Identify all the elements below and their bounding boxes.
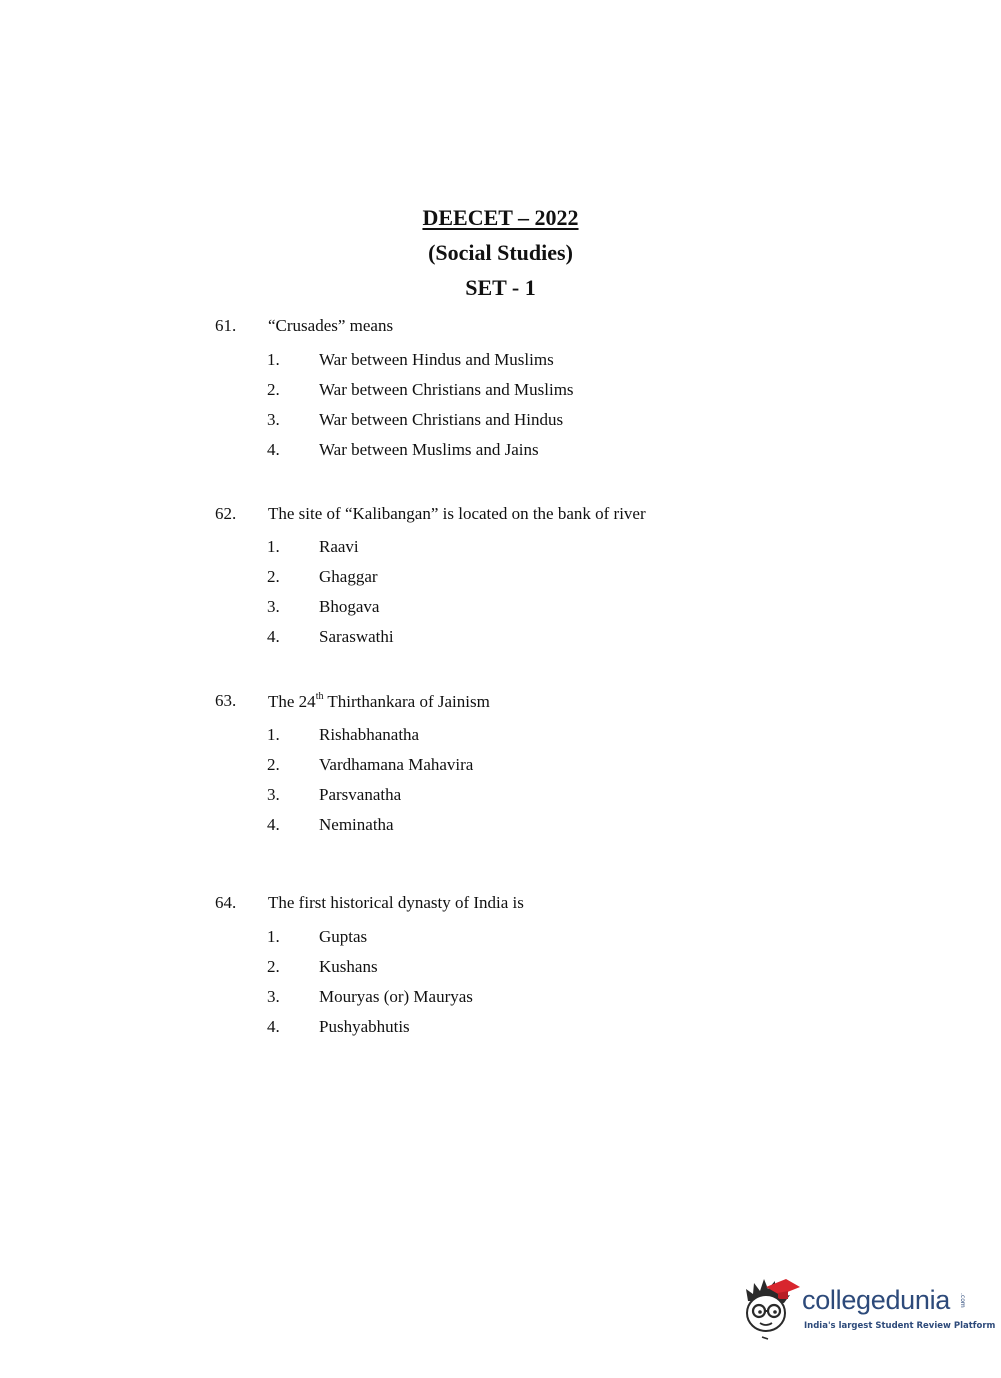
option-4 bbox=[0, 1017, 1001, 1041]
option-1 bbox=[0, 350, 1001, 374]
option-text: Guptas bbox=[319, 927, 368, 946]
option-2 bbox=[0, 957, 1001, 981]
option-text: Vardhamana Mahavira bbox=[319, 755, 474, 774]
option-number: 4. bbox=[267, 1017, 280, 1036]
student-mascot-icon bbox=[742, 1275, 800, 1341]
question-text bbox=[268, 691, 490, 712]
option-text: War between Christians and Muslims bbox=[319, 380, 574, 399]
option-text: War between Christians and Hindus bbox=[319, 410, 564, 429]
option-number: 2. bbox=[267, 380, 280, 399]
option-text: Raavi bbox=[319, 537, 359, 556]
option-text: Rishabhanatha bbox=[319, 725, 420, 744]
option-text: Ghaggar bbox=[319, 567, 378, 586]
question-text-before: The 24 bbox=[268, 692, 316, 711]
collegedunia-watermark bbox=[742, 1275, 996, 1341]
exam-title: DEECET – 2022 bbox=[422, 205, 579, 230]
option-3 bbox=[0, 785, 1001, 809]
question-number: 61. bbox=[215, 316, 237, 335]
option-number: 2. bbox=[267, 755, 280, 774]
exam-set: SET - 1 bbox=[465, 275, 536, 300]
option-2 bbox=[0, 567, 1001, 591]
option-4 bbox=[0, 440, 1001, 464]
option-text: Parsvanatha bbox=[319, 785, 402, 804]
option-text: Pushyabhutis bbox=[319, 1017, 410, 1036]
question-number: 62. bbox=[215, 504, 237, 523]
option-number: 3. bbox=[267, 597, 280, 616]
option-text: War between Hindus and Muslims bbox=[319, 350, 554, 369]
option-number: 3. bbox=[267, 987, 280, 1006]
option-number: 2. bbox=[267, 567, 280, 586]
exam-subject: (Social Studies) bbox=[428, 240, 573, 265]
option-number: 2. bbox=[267, 957, 280, 976]
option-number: 1. bbox=[267, 725, 280, 744]
brand-domain-suffix: .com bbox=[959, 1293, 966, 1308]
question-number: 63. bbox=[215, 691, 237, 710]
option-number: 1. bbox=[267, 927, 280, 946]
option-number: 1. bbox=[267, 350, 280, 369]
brand-name: collegedunia bbox=[802, 1285, 951, 1315]
option-3 bbox=[0, 987, 1001, 1011]
option-number: 4. bbox=[267, 627, 280, 646]
option-1 bbox=[0, 537, 1001, 561]
question-text-after: Thirthankara of Jainism bbox=[323, 692, 490, 711]
option-4 bbox=[0, 815, 1001, 839]
question-text: The site of “Kalibangan” is located on the bank of river bbox=[268, 504, 646, 523]
option-1 bbox=[0, 725, 1001, 749]
option-text: Mouryas (or) Mauryas bbox=[319, 987, 473, 1006]
ordinal-suffix: th bbox=[315, 691, 324, 702]
option-text: Kushans bbox=[319, 957, 378, 976]
option-3 bbox=[0, 410, 1001, 434]
option-text: Saraswathi bbox=[319, 627, 394, 646]
option-4 bbox=[0, 627, 1001, 651]
option-number: 4. bbox=[267, 815, 280, 834]
option-number: 3. bbox=[267, 785, 280, 804]
option-text: Bhogava bbox=[319, 597, 380, 616]
question-text: “Crusades” means bbox=[268, 316, 394, 335]
option-1 bbox=[0, 927, 1001, 951]
option-text: War between Muslims and Jains bbox=[319, 440, 539, 459]
brand-tagline: India's largest Student Review Platform bbox=[804, 1321, 996, 1331]
option-number: 4. bbox=[267, 440, 280, 459]
option-2 bbox=[0, 380, 1001, 404]
option-3 bbox=[0, 597, 1001, 621]
option-2 bbox=[0, 755, 1001, 779]
option-text: Neminatha bbox=[319, 815, 394, 834]
option-number: 1. bbox=[267, 537, 280, 556]
question-text: The first historical dynasty of India is bbox=[268, 893, 524, 912]
option-number: 3. bbox=[267, 410, 280, 429]
question-number: 64. bbox=[215, 893, 237, 912]
